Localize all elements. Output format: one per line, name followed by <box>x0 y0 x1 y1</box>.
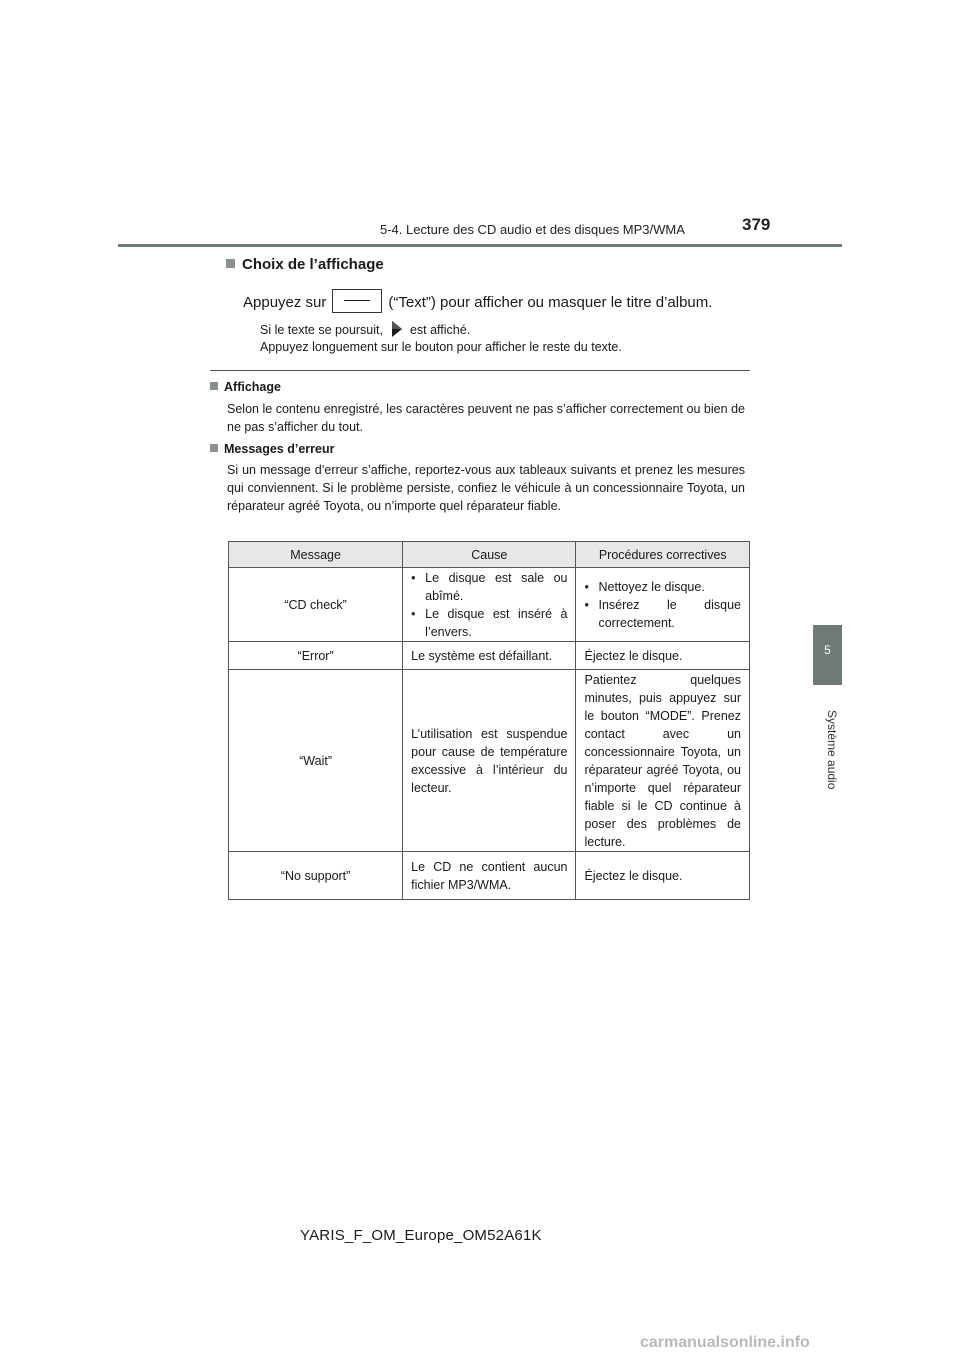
message-cell: “Wait” <box>229 670 403 852</box>
action-cell: Éjectez le disque. <box>576 642 750 670</box>
watermark: carmanualsonline.info <box>640 1334 810 1351</box>
page-number: 379 <box>742 215 771 234</box>
continue-arrow-icon <box>386 320 406 338</box>
note-continue-before: Si le texte se poursuit, <box>260 323 383 337</box>
table-row <box>229 568 750 642</box>
chapter-tab <box>813 625 842 685</box>
square-bullet-icon <box>210 444 218 452</box>
errors-title-text: Messages d’erreur <box>224 442 335 456</box>
section-header: 5-4. Lecture des CD audio et des disques MP3/WMA <box>380 222 685 237</box>
table-row <box>229 852 750 900</box>
errors-text: Si un message d’erreur s’affiche, reportez-vous aux tableaux suivants et prenez les mesures qui conviennent. Si le problème persiste, confiez le véhicule à un concessionnaire Toyota, un réparateur agréé Toyota, ou n’importe quel réparateur fiable. <box>227 463 745 513</box>
chapter-number: 5 <box>824 643 831 657</box>
note-long-press: Appuyez longuement sur le bouton pour afficher le reste du texte. <box>260 340 622 354</box>
message-cell: “No support” <box>229 852 403 900</box>
column-header-actions: Procédures correctives <box>576 542 750 568</box>
cause-cell: Le système est défaillant. <box>403 642 576 670</box>
action-cell: Éjectez le disque. <box>576 852 750 900</box>
list-item: • Le disque est inséré à l’envers. <box>411 605 567 641</box>
text-button-icon <box>332 289 382 313</box>
cause-cell: L’utilisation est suspendue pour cause de température excessive à l’intérieur du lecteur. <box>403 670 576 852</box>
message-cell: “Error” <box>229 642 403 670</box>
display-choice-title <box>226 256 384 273</box>
table-row <box>229 670 750 852</box>
action-cell: Patientez quelques minutes, puis appuyez sur le bouton “MODE”. Prenez contact avec un concessionnaire Toyota, un réparateur agréé Toyota, ou n’importe quel réparateur fiable si le CD continue à poser des problèmes de lecture. <box>576 670 750 852</box>
chapter-title <box>785 710 865 790</box>
table-row <box>229 642 750 670</box>
list-item: • Insérez le disque correctement. <box>584 596 741 632</box>
table-header-row <box>229 542 750 568</box>
instruction-after: (“Text”) pour afficher ou masquer le titre d’album. <box>388 294 713 311</box>
action-cell <box>576 568 750 642</box>
affichage-title <box>210 380 281 394</box>
list-item: • Le disque est sale ou abîmé. <box>411 569 567 605</box>
list-item: • Nettoyez le disque. <box>584 578 741 596</box>
header-rule <box>118 244 842 247</box>
display-choice-title-text: Choix de l’affichage <box>242 256 384 273</box>
display-choice-instruction <box>243 289 712 313</box>
affichage-title-text: Affichage <box>224 380 281 394</box>
square-bullet-icon <box>210 382 218 390</box>
section-divider <box>210 370 750 371</box>
message-cell: “CD check” <box>229 568 403 642</box>
square-bullet-icon <box>226 259 235 268</box>
chapter-title-text: Système audio <box>825 710 839 790</box>
column-header-cause: Cause <box>403 542 576 568</box>
error-table <box>228 541 750 900</box>
cause-cell <box>403 568 576 642</box>
document-footer: YARIS_F_OM_Europe_OM52A61K <box>300 1227 542 1244</box>
errors-title <box>210 442 334 456</box>
instruction-before: Appuyez sur <box>243 294 327 311</box>
column-header-message: Message <box>229 542 403 568</box>
note-continue-after: est affiché. <box>409 323 471 337</box>
note-continue <box>260 320 470 338</box>
cause-cell: Le CD ne contient aucun fichier MP3/WMA. <box>403 852 576 900</box>
affichage-text: Selon le contenu enregistré, les caractères peuvent ne pas s’afficher correctement ou bien de ne pas s’afficher du tout. <box>227 402 745 434</box>
